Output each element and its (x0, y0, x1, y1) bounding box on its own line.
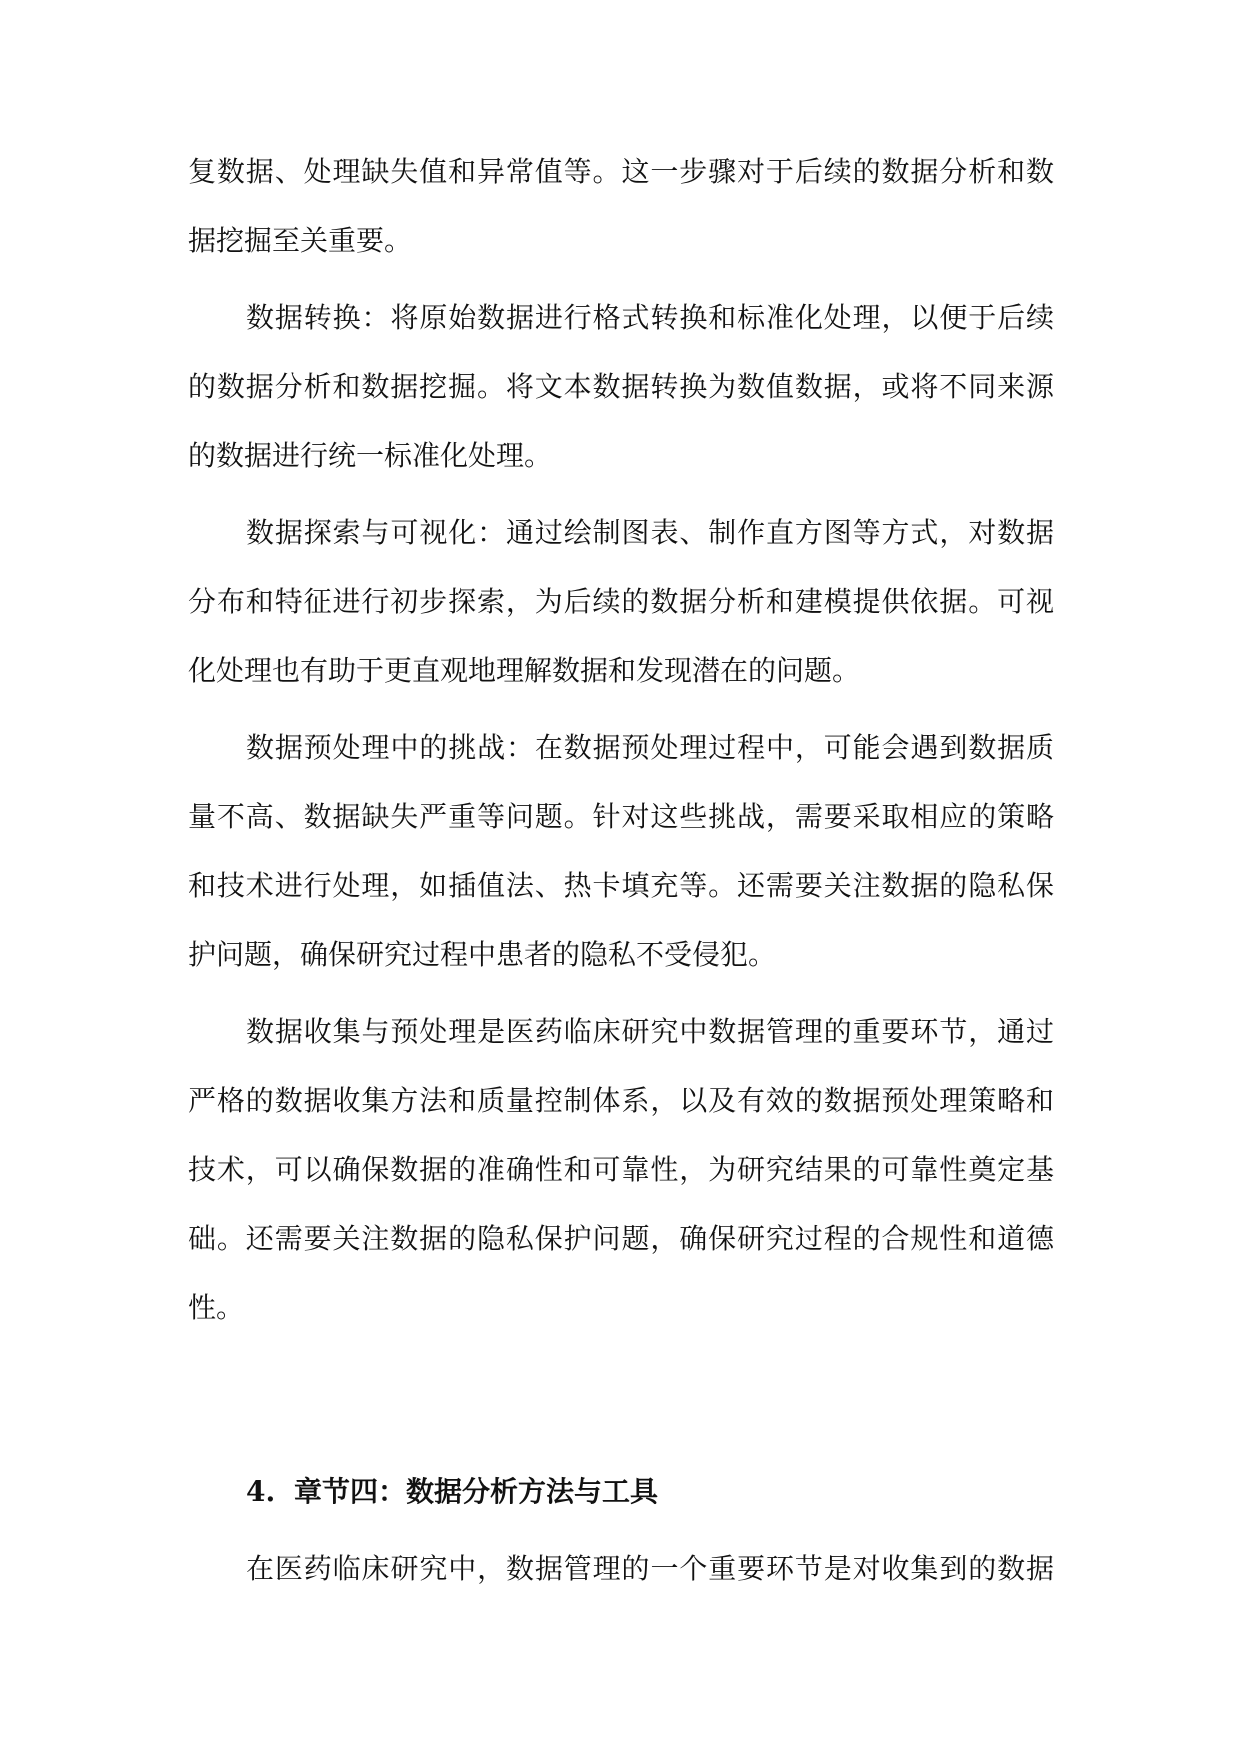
paragraph-4-line-1: 数据预处理中的挑战：在数据预处理过程中，可能会遇到数据质 (246, 731, 1054, 764)
paragraph-5-line-5: 性。 (188, 1291, 245, 1324)
paragraph-3-line-1: 数据探索与可视化：通过绘制图表、制作直方图等方式，对数据 (246, 516, 1054, 549)
paragraph-1-line-1: 复数据、处理缺失值和异常值等。这一步骤对于后续的数据分析和数 (188, 155, 1054, 188)
paragraph-5-line-1: 数据收集与预处理是医药临床研究中数据管理的重要环节，通过 (246, 1015, 1054, 1048)
paragraph-2-line-2: 的数据分析和数据挖掘。将文本数据转换为数值数据，或将不同来源 (188, 370, 1054, 403)
paragraph-3-line-3: 化处理也有助于更直观地理解数据和发现潜在的问题。 (188, 654, 861, 687)
section-title: 章节四：数据分析方法与工具 (294, 1475, 659, 1508)
paragraph-5-line-2: 严格的数据收集方法和质量控制体系，以及有效的数据预处理策略和 (188, 1084, 1054, 1117)
paragraph-3-line-2: 分布和特征进行初步探索，为后续的数据分析和建模提供依据。可视 (188, 585, 1054, 618)
section-number: 4. (246, 1475, 276, 1508)
paragraph-4-line-2: 量不高、数据缺失严重等问题。针对这些挑战，需要采取相应的策略 (188, 800, 1054, 833)
section-heading (246, 1468, 658, 1516)
paragraph-6-line-1: 在医药临床研究中，数据管理的一个重要环节是对收集到的数据 (246, 1552, 1054, 1585)
paragraph-1-line-2: 据挖掘至关重要。 (188, 224, 413, 257)
paragraph-5-line-4: 础。还需要关注数据的隐私保护问题，确保研究过程的合规性和道德 (188, 1222, 1054, 1255)
paragraph-2-line-3: 的数据进行统一标准化处理。 (188, 439, 553, 472)
paragraph-5-line-3: 技术，可以确保数据的准确性和可靠性，为研究结果的可靠性奠定基 (188, 1153, 1054, 1186)
paragraph-4-line-3: 和技术进行处理，如插值法、热卡填充等。还需要关注数据的隐私保 (188, 869, 1054, 902)
paragraph-4-line-4: 护问题，确保研究过程中患者的隐私不受侵犯。 (188, 938, 777, 971)
paragraph-2-line-1: 数据转换：将原始数据进行格式转换和标准化处理，以便于后续 (246, 301, 1054, 334)
